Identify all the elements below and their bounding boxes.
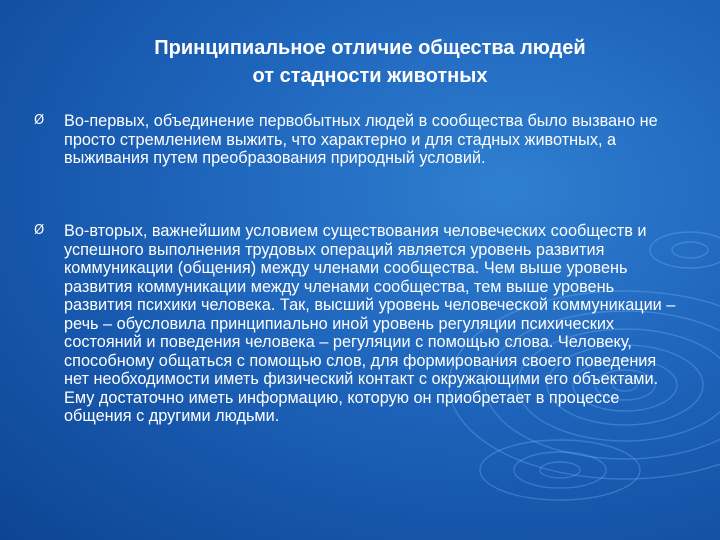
title-line-1: Принципиальное отличие общества людей bbox=[154, 37, 586, 59]
bullet-text-2: Во-вторых, важнейшим условием существования человеческих сообществ и успешного выполнения трудовых операций является уровень развития коммуникации (общения) между членами сообщества. Чем выше уровень развития коммуникации между членами сообщества, тем выше уровень развития психики человека. Так, высший уровень человеческой коммуникации – речь – обусловила принципиально иной уровень регуляции психических состояний и поведения человека – регуляции с помощью слова. Человеку, способному общаться с помощью слов, для формирования своего поведения нет необходимости иметь физический контакт с окружающими его объектами. Ему достаточно иметь информацию, которую он приобретает в процессе общения с другими людьми. bbox=[64, 222, 676, 425]
bullet-item-1 bbox=[34, 112, 682, 168]
bullet-item-2 bbox=[34, 222, 682, 426]
title-line-2: от стадности животных bbox=[252, 65, 488, 87]
bullet-text-1: Во-первых, объединение первобытных людей в сообщества было вызвано не просто стремлением выжить, что характерно и для стадных животных, а выживания путем преобразования природный условий. bbox=[64, 112, 658, 167]
bullet-arrow-icon: Ø bbox=[34, 113, 45, 128]
bullet-arrow-icon: Ø bbox=[34, 223, 45, 238]
slide-title bbox=[60, 34, 680, 90]
